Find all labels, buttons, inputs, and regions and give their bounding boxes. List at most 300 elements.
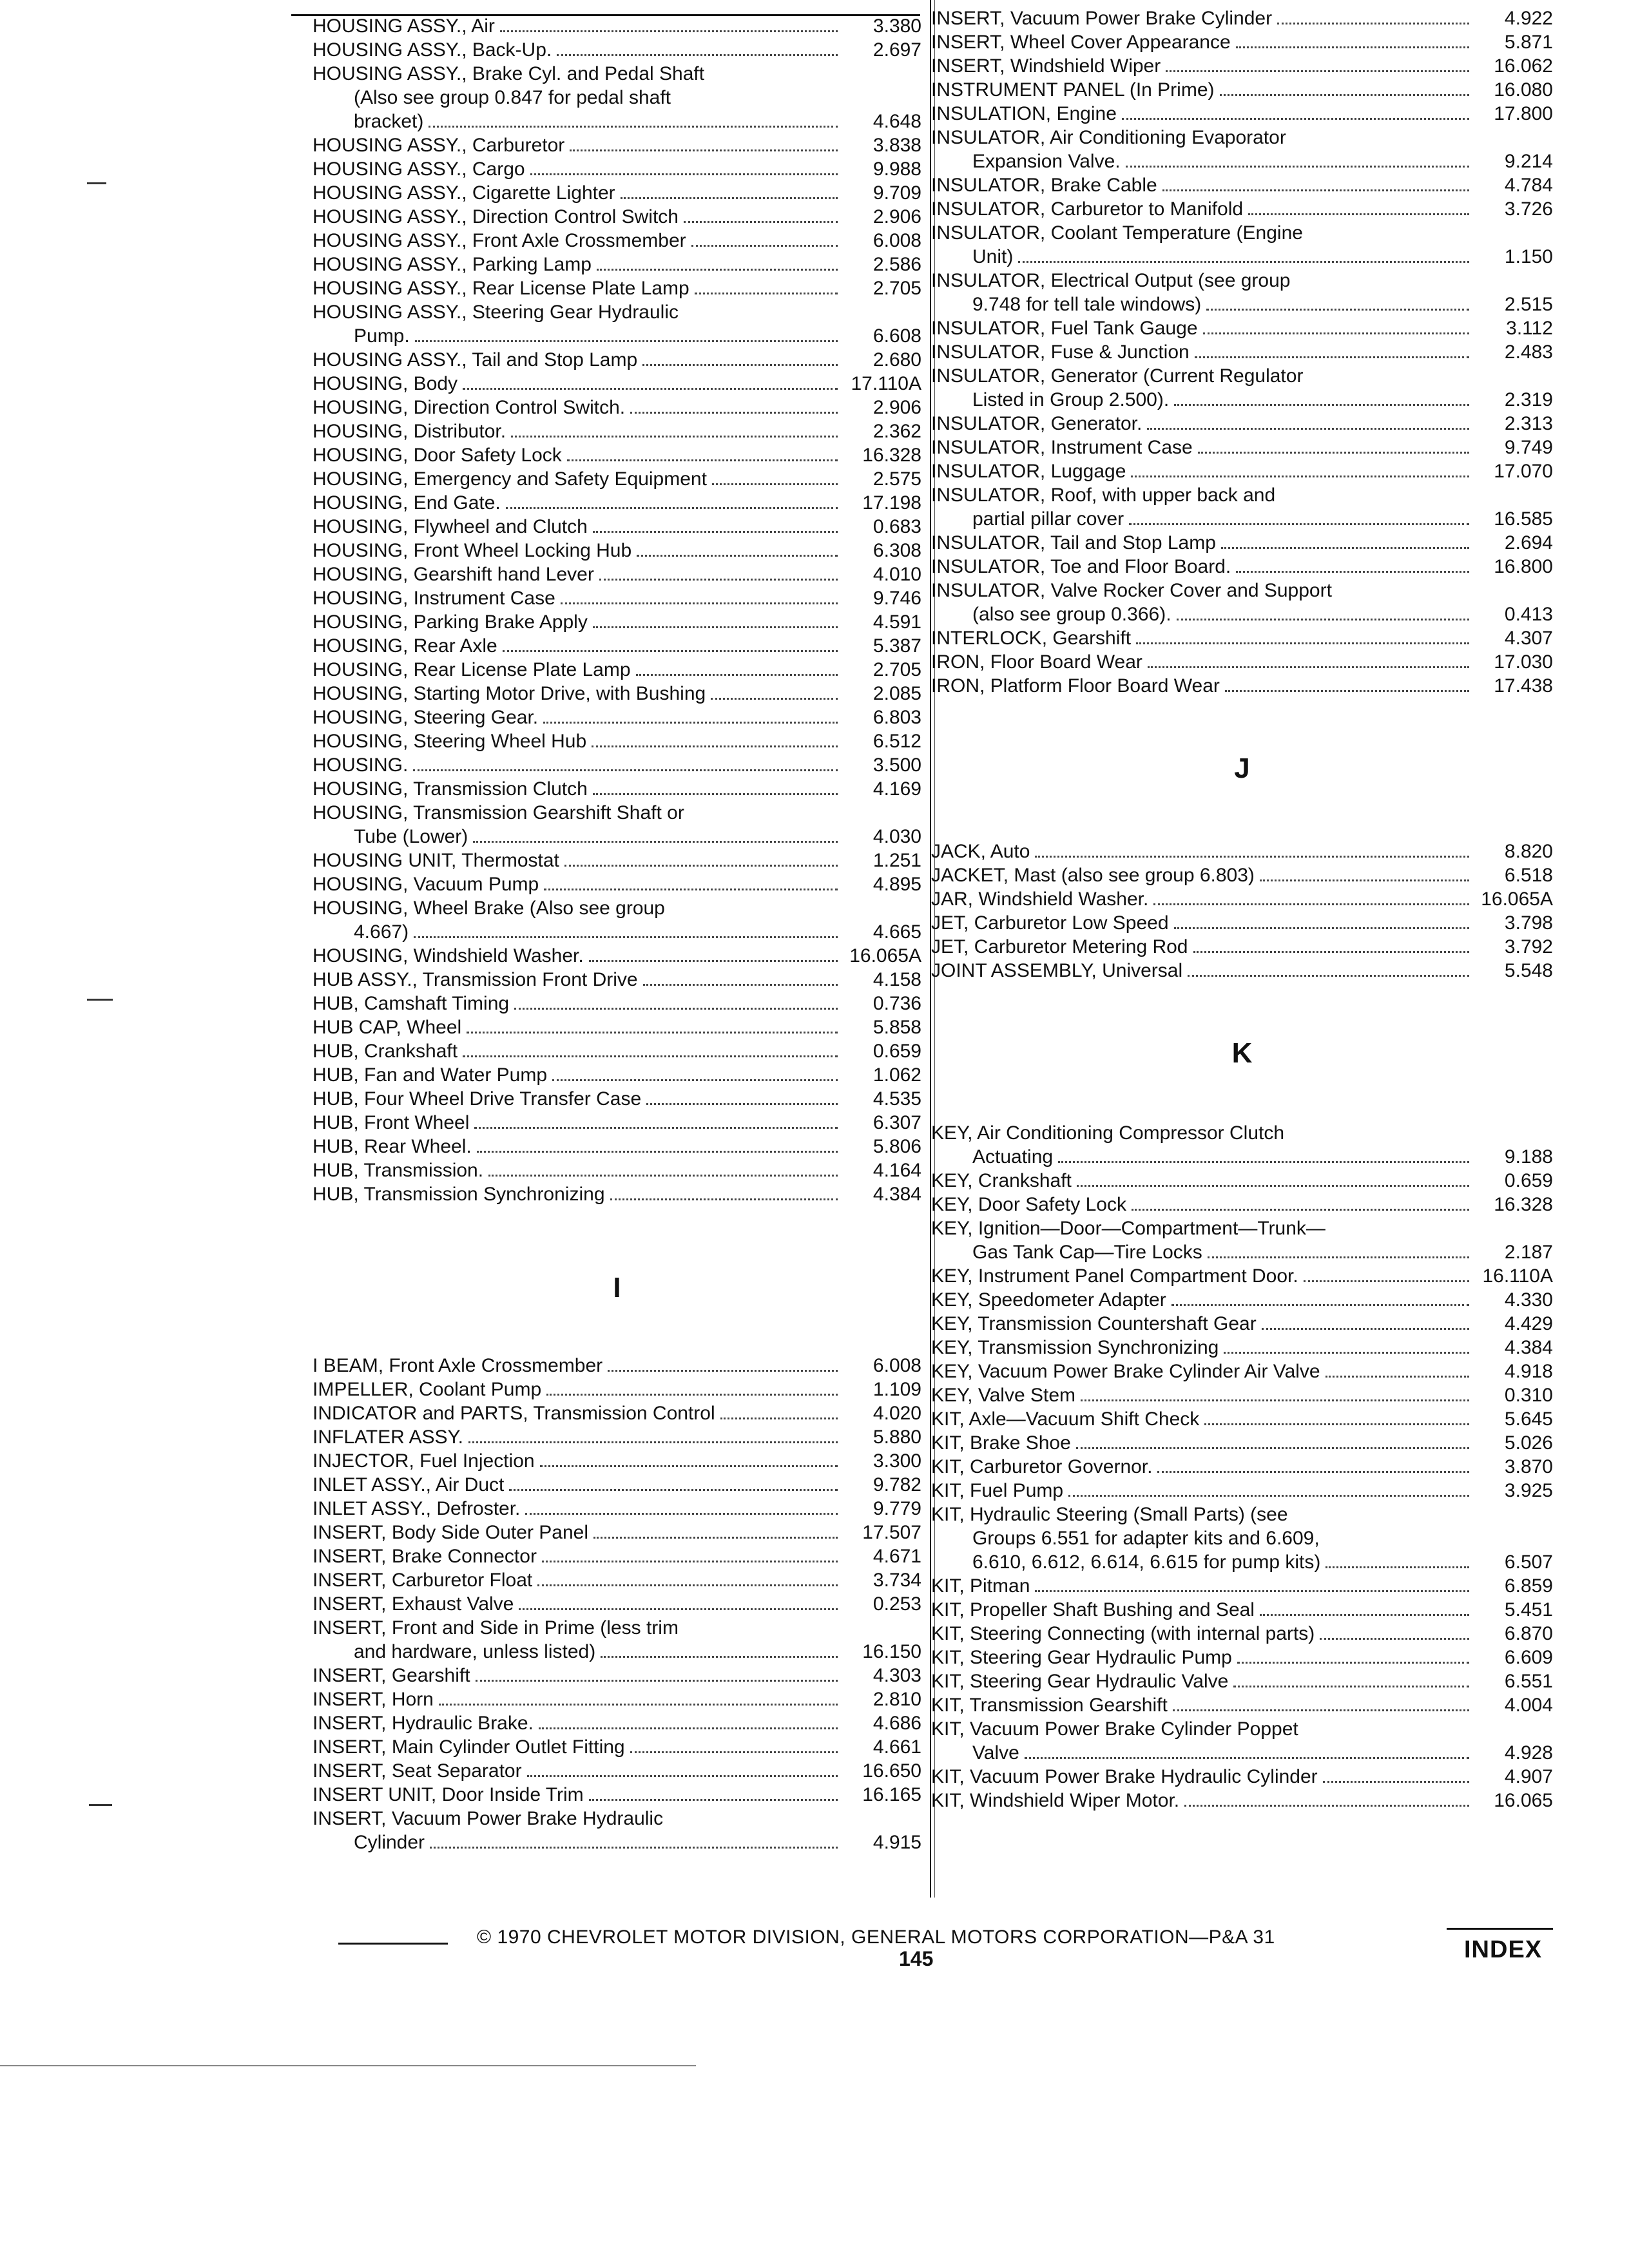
dot-leader — [1325, 1376, 1469, 1378]
group-number: 2.680 — [872, 349, 921, 370]
index-entry — [313, 348, 921, 372]
group-number: 6.859 — [1504, 1575, 1553, 1597]
entry-name: KIT, Transmission Gearshift — [931, 1695, 1168, 1716]
dot-leader — [530, 173, 838, 175]
entry-name: HOUSING ASSY., Front Axle Crossmember — [313, 230, 686, 251]
dot-leader — [1220, 94, 1470, 96]
group-number: 3.112 — [1506, 318, 1553, 339]
entry-name: Listed in Group 2.500). — [972, 389, 1170, 410]
dot-leader — [630, 412, 838, 414]
index-entry — [931, 54, 1553, 78]
index-entry — [313, 1640, 921, 1664]
dot-leader — [527, 1775, 838, 1777]
dot-leader — [540, 1465, 838, 1467]
dot-leader — [1077, 1185, 1469, 1187]
dot-leader — [642, 364, 838, 366]
dot-leader — [1277, 23, 1469, 24]
entry-name: Unit) — [972, 246, 1014, 267]
left-column — [313, 14, 921, 1854]
entry-name: KEY, Transmission Synchronizing — [931, 1337, 1219, 1358]
group-number: 16.800 — [1494, 556, 1553, 577]
index-entry — [931, 388, 1553, 412]
group-number: 9.779 — [872, 1498, 921, 1519]
entry-name: IRON, Platform Floor Board Wear — [931, 675, 1220, 697]
page-number: 145 — [899, 1947, 934, 1970]
index-entry — [931, 911, 1553, 935]
entry-continuation: INSULATOR, Air Conditioning Evaporator — [931, 127, 1286, 148]
index-entry — [313, 133, 921, 157]
dot-leader — [1131, 476, 1469, 477]
dot-leader — [1236, 571, 1469, 573]
index-entry — [931, 863, 1553, 887]
group-number: 16.080 — [1494, 79, 1553, 101]
dot-leader — [1157, 1471, 1469, 1473]
group-number: 2.483 — [1504, 341, 1553, 363]
entry-name: HUB, Rear Wheel. — [313, 1136, 472, 1157]
dot-leader — [593, 793, 838, 795]
index-entry — [931, 1336, 1553, 1360]
group-number: 3.798 — [1504, 912, 1553, 934]
entry-name: HUB, Transmission Synchronizing — [313, 1184, 605, 1205]
group-number: 2.187 — [1504, 1242, 1553, 1263]
entry-name: KIT, Steering Connecting (with internal parts) — [931, 1623, 1315, 1644]
entry-name: INTERLOCK, Gearshift — [931, 628, 1132, 649]
entry-name: INSERT, Exhaust Valve — [313, 1593, 514, 1615]
entry-name: HOUSING, Body — [313, 373, 458, 394]
dot-leader — [1184, 1805, 1469, 1807]
index-entry — [931, 507, 1553, 531]
group-number: 4.915 — [872, 1832, 921, 1853]
group-number: 4.030 — [872, 826, 921, 847]
group-number: 3.500 — [872, 754, 921, 776]
index-entry — [931, 1240, 1553, 1264]
index-entry — [313, 443, 921, 467]
group-number: 0.253 — [872, 1593, 921, 1615]
group-number: 6.008 — [872, 230, 921, 251]
entry-continuation: HOUSING ASSY., Steering Gear Hydraulic — [313, 302, 679, 323]
index-entry — [931, 1622, 1553, 1646]
dot-leader — [1162, 189, 1469, 191]
index-entry — [931, 173, 1553, 197]
index-entry — [313, 1111, 921, 1135]
group-number: 4.303 — [872, 1665, 921, 1686]
group-number: 4.922 — [1504, 8, 1553, 29]
group-number: 9.749 — [1504, 437, 1553, 458]
dot-leader — [695, 293, 838, 294]
group-number: 9.214 — [1504, 151, 1553, 172]
group-number: 4.895 — [872, 874, 921, 895]
entry-name: I BEAM, Front Axle Crossmember — [313, 1355, 603, 1376]
group-number: 9.746 — [872, 588, 921, 609]
dot-leader — [500, 30, 838, 32]
index-entry — [313, 753, 921, 777]
entry-name: HOUSING ASSY., Direction Control Switch — [313, 206, 679, 227]
group-number: 6.307 — [872, 1112, 921, 1133]
index-entry — [931, 1765, 1553, 1789]
entry-continuation: KIT, Hydraulic Steering (Small Parts) (see — [931, 1504, 1288, 1525]
dot-leader — [519, 1608, 838, 1610]
group-number: 9.782 — [872, 1474, 921, 1495]
dot-leader — [488, 1175, 838, 1177]
entry-name: HOUSING, Front Wheel Locking Hub — [313, 540, 632, 561]
entry-name: and hardware, unless listed) — [354, 1641, 596, 1662]
entry-continuation: (Also see group 0.847 for pedal shaft — [354, 87, 671, 108]
index-entry — [313, 372, 921, 396]
index-entry — [313, 1592, 921, 1616]
entry-name: INLET ASSY., Defroster. — [313, 1498, 521, 1519]
group-number: 4.591 — [872, 611, 921, 633]
index-entry — [931, 1669, 1553, 1693]
entry-name: Pump. — [354, 325, 410, 347]
group-number: 2.705 — [872, 659, 921, 680]
dot-leader — [1018, 261, 1469, 263]
entry-name: Expansion Valve. — [972, 151, 1121, 172]
index-entry — [313, 110, 921, 133]
j-group — [931, 840, 1553, 983]
dot-leader — [413, 769, 838, 771]
entry-name: JACK, Auto — [931, 841, 1030, 862]
group-number: 16.165 — [862, 1784, 921, 1805]
dot-leader — [643, 984, 838, 986]
entry-name: HOUSING ASSY., Tail and Stop Lamp — [313, 349, 638, 370]
dot-leader — [1304, 1280, 1469, 1282]
index-entry — [313, 396, 921, 419]
dot-leader — [593, 626, 838, 628]
dot-leader — [1148, 666, 1469, 668]
dot-leader — [1058, 1161, 1469, 1163]
dot-leader — [1225, 690, 1469, 692]
group-number: 4.661 — [872, 1736, 921, 1758]
index-entry — [313, 1568, 921, 1592]
group-number: 16.065A — [849, 945, 921, 966]
dot-leader — [1174, 404, 1469, 406]
index-entry — [931, 149, 1553, 173]
entry-continuation: HOUSING, Transmission Gearshift Shaft or — [313, 802, 684, 823]
dot-leader — [561, 602, 838, 604]
index-entry — [313, 1544, 921, 1568]
index-entry — [313, 229, 921, 253]
group-number: 4.918 — [1504, 1361, 1553, 1382]
group-number: 1.109 — [872, 1379, 921, 1400]
dot-leader — [1188, 975, 1469, 977]
entry-name: INSERT, Body Side Outer Panel — [313, 1522, 588, 1543]
entry-name: KIT, Propeller Shaft Bushing and Seal — [931, 1599, 1255, 1620]
dot-leader — [544, 889, 838, 890]
index-entry — [313, 682, 921, 706]
group-number: 6.608 — [872, 325, 921, 347]
entry-name: INSERT, Carburetor Float — [313, 1570, 533, 1591]
index-entry — [931, 293, 1553, 316]
group-number: 2.906 — [872, 397, 921, 418]
group-number: 2.705 — [872, 278, 921, 299]
dot-leader — [589, 960, 838, 962]
group-number: 4.004 — [1504, 1695, 1553, 1716]
index-entry — [931, 340, 1553, 364]
entry-name: INSTRUMENT PANEL (In Prime) — [931, 79, 1215, 101]
entry-name: INSULATOR, Generator. — [931, 413, 1142, 434]
index-entry — [931, 1693, 1553, 1717]
dot-leader — [1173, 1709, 1469, 1711]
entry-name: JAR, Windshield Washer. — [931, 889, 1149, 910]
group-number: 6.551 — [1504, 1671, 1553, 1692]
dot-leader — [1136, 642, 1469, 644]
group-number: 3.300 — [872, 1450, 921, 1472]
index-entry — [931, 1264, 1553, 1288]
entry-name: HOUSING, Transmission Clutch — [313, 778, 588, 800]
group-number: 0.659 — [1504, 1170, 1553, 1191]
index-entry — [931, 316, 1553, 340]
entry-continuation: INSULATOR, Coolant Temperature (Engine — [931, 222, 1303, 244]
group-number: 16.065 — [1494, 1790, 1553, 1811]
entry-name: HOUSING. — [313, 754, 409, 776]
dot-leader — [1204, 1423, 1469, 1425]
group-number: 6.507 — [1504, 1552, 1553, 1573]
dot-leader — [429, 126, 838, 128]
index-entry — [313, 634, 921, 658]
entry-name: partial pillar cover — [972, 508, 1124, 530]
index-entry — [931, 1550, 1553, 1574]
dot-leader — [1203, 332, 1469, 334]
dot-leader — [1325, 1566, 1469, 1568]
group-number: 2.906 — [872, 206, 921, 227]
index-entry — [313, 1015, 921, 1039]
index-entry — [313, 491, 921, 515]
entry-name: INSERT UNIT, Door Inside Trim — [313, 1784, 584, 1805]
group-number: 5.858 — [872, 1017, 921, 1038]
index-entry — [313, 1735, 921, 1759]
index-entry — [931, 459, 1553, 483]
bottom-scan-rule — [0, 2065, 696, 2066]
index-entry — [313, 610, 921, 634]
group-number: 6.512 — [872, 731, 921, 752]
entry-continuation: HOUSING, Wheel Brake (Also see group — [313, 898, 665, 919]
index-entry — [313, 276, 921, 300]
index-entry — [931, 78, 1553, 102]
dot-leader — [1068, 1495, 1469, 1497]
dot-leader — [514, 1008, 838, 1010]
group-number: 3.925 — [1504, 1480, 1553, 1501]
footer-rule — [338, 1943, 448, 1945]
dot-leader — [599, 579, 838, 581]
group-number: 16.585 — [1494, 508, 1553, 530]
index-entry — [313, 944, 921, 968]
dot-leader — [1122, 118, 1469, 120]
dot-leader — [463, 1055, 838, 1057]
dot-leader — [712, 483, 838, 485]
group-number: 4.784 — [1504, 175, 1553, 196]
index-entry — [313, 968, 921, 992]
entry-name: KEY, Vacuum Power Brake Cylinder Air Valve — [931, 1361, 1320, 1382]
dot-leader — [630, 1751, 838, 1753]
right-column — [931, 6, 1553, 1812]
entry-name: HOUSING, Rear Axle — [313, 635, 497, 657]
entry-name: HOUSING, Instrument Case — [313, 588, 555, 609]
group-number: 17.800 — [1494, 103, 1553, 124]
group-number: 16.062 — [1494, 55, 1553, 77]
dot-leader — [557, 54, 838, 56]
entry-name: INSULATOR, Carburetor to Manifold — [931, 198, 1244, 220]
group-number: 4.384 — [1504, 1337, 1553, 1358]
section-letter-k: K — [1231, 1037, 1253, 1069]
entry-name: KIT, Steering Gear Hydraulic Pump — [931, 1647, 1232, 1668]
k-group — [931, 1121, 1553, 1812]
group-number: 4.384 — [872, 1184, 921, 1205]
index-entry — [931, 412, 1553, 436]
group-number: 5.880 — [872, 1427, 921, 1448]
entry-name: KEY, Door Safety Lock — [931, 1194, 1126, 1215]
group-number: 17.110A — [851, 373, 921, 394]
dot-leader — [414, 936, 838, 938]
index-entry — [931, 1479, 1553, 1503]
index-entry — [931, 935, 1553, 959]
entry-name: HOUSING, Door Safety Lock — [313, 445, 562, 466]
index-entry — [313, 1687, 921, 1711]
group-number: 8.820 — [1504, 841, 1553, 862]
entry-name: KEY, Speedometer Adapter — [931, 1289, 1166, 1311]
entry-continuation: KEY, Air Conditioning Compressor Clutch — [931, 1122, 1285, 1144]
dot-leader — [1208, 1256, 1469, 1258]
index-entry — [313, 1711, 921, 1735]
index-entry — [931, 959, 1553, 983]
index-entry — [313, 1063, 921, 1087]
group-number: 5.548 — [1504, 960, 1553, 981]
dot-leader — [720, 1418, 838, 1419]
index-rule — [1447, 1928, 1553, 1930]
entry-name: (also see group 0.366). — [972, 604, 1171, 625]
index-entry — [313, 1449, 921, 1473]
index-entry — [313, 419, 921, 443]
group-number: 4.907 — [1504, 1766, 1553, 1787]
dot-leader — [476, 1680, 838, 1682]
group-number: 6.803 — [872, 707, 921, 728]
dot-leader — [593, 531, 838, 533]
group-number: 1.251 — [872, 850, 921, 871]
entry-name: INSULATOR, Luggage — [931, 461, 1126, 482]
entry-continuation: INSULATOR, Generator (Current Regulator — [931, 365, 1304, 387]
index-entry — [313, 1087, 921, 1111]
dot-leader — [467, 1032, 838, 1033]
entry-name: HOUSING, Parking Brake Apply — [313, 611, 588, 633]
entry-name: INSULATOR, Toe and Floor Board. — [931, 556, 1231, 577]
entry-name: Tube (Lower) — [354, 826, 468, 847]
dot-leader — [509, 1489, 838, 1491]
index-entry — [931, 674, 1553, 698]
index-entry — [313, 1182, 921, 1206]
group-number: 4.648 — [872, 111, 921, 132]
index-entry — [931, 1741, 1553, 1765]
entry-name: KIT, Windshield Wiper Motor. — [931, 1790, 1180, 1811]
dot-leader — [570, 149, 838, 151]
dot-leader — [552, 1079, 838, 1081]
index-entry — [313, 1135, 921, 1158]
dot-leader — [1177, 619, 1469, 620]
index-entry — [313, 253, 921, 276]
index-entry — [313, 1521, 921, 1544]
group-number: 4.010 — [872, 564, 921, 585]
index-entry — [313, 1473, 921, 1497]
group-number: 4.928 — [1504, 1742, 1553, 1763]
dot-leader — [1025, 1757, 1469, 1759]
entry-name: IMPELLER, Coolant Pump — [313, 1379, 542, 1400]
group-number: 4.307 — [1504, 628, 1553, 649]
group-number: 2.362 — [872, 421, 921, 442]
index-entry — [313, 1158, 921, 1182]
index-entry — [931, 1789, 1553, 1812]
index-entry — [931, 1145, 1553, 1169]
entry-name: JET, Carburetor Low Speed — [931, 912, 1169, 934]
entry-name: KEY, Crankshaft — [931, 1170, 1072, 1191]
index-entry — [313, 1783, 921, 1807]
group-number: 0.659 — [872, 1041, 921, 1062]
group-number: 3.380 — [872, 15, 921, 37]
group-number: 2.810 — [872, 1689, 921, 1710]
group-number: 5.451 — [1504, 1599, 1553, 1620]
entry-name: bracket) — [354, 111, 424, 132]
group-number: 4.020 — [872, 1403, 921, 1424]
entry-name: INSERT, Horn — [313, 1689, 434, 1710]
group-number: 4.158 — [872, 969, 921, 990]
dot-leader — [564, 865, 838, 867]
entry-name: INLET ASSY., Air Duct — [313, 1474, 505, 1495]
dot-leader — [1076, 1447, 1469, 1449]
index-entry — [931, 102, 1553, 126]
entry-name: HUB ASSY., Transmission Front Drive — [313, 969, 638, 990]
entry-name: INSULATION, Engine — [931, 103, 1117, 124]
entry-name: Cylinder — [354, 1832, 425, 1853]
dot-leader — [567, 459, 838, 461]
entry-name: KEY, Transmission Countershaft Gear — [931, 1313, 1257, 1334]
margin-mark — [87, 999, 113, 1001]
index-entry — [313, 1039, 921, 1063]
dot-leader — [1174, 927, 1469, 929]
entry-name: KEY, Valve Stem — [931, 1385, 1076, 1406]
entry-name: HUB, Front Wheel — [313, 1112, 470, 1133]
index-entry — [313, 562, 921, 586]
entry-name: KIT, Carburetor Governor. — [931, 1456, 1153, 1477]
index-entry — [931, 1360, 1553, 1383]
entry-name: HUB, Crankshaft — [313, 1041, 458, 1062]
group-number: 17.070 — [1494, 461, 1553, 482]
dot-leader — [1129, 523, 1469, 525]
section-letter-j: J — [1234, 753, 1250, 784]
entry-name: HOUSING, Emergency and Safety Equipment — [313, 468, 707, 490]
group-number: 2.313 — [1504, 413, 1553, 434]
dot-leader — [1195, 356, 1469, 358]
group-number: 3.792 — [1504, 936, 1553, 957]
group-number: 16.065A — [1481, 889, 1553, 910]
entry-name: HOUSING UNIT, Thermostat — [313, 850, 559, 871]
group-number: 16.650 — [862, 1760, 921, 1782]
index-entry — [313, 849, 921, 872]
dot-leader — [439, 1704, 838, 1706]
entry-name: HOUSING ASSY., Back-Up. — [313, 39, 552, 61]
group-number: 3.838 — [872, 135, 921, 156]
entry-name: KIT, Steering Gear Hydraulic Valve — [931, 1671, 1229, 1692]
group-number: 17.030 — [1494, 651, 1553, 673]
entry-name: KIT, Brake Shoe — [931, 1432, 1071, 1454]
group-number: 17.438 — [1494, 675, 1553, 697]
dot-leader — [1132, 1209, 1469, 1211]
index-entry — [313, 157, 921, 181]
group-number: 1.150 — [1504, 246, 1553, 267]
group-number: 17.507 — [862, 1522, 921, 1543]
dot-leader — [1198, 452, 1469, 454]
entry-name: KIT, Fuel Pump — [931, 1480, 1064, 1501]
entry-name: KIT, Pitman — [931, 1575, 1030, 1597]
entry-name: HUB CAP, Wheel — [313, 1017, 462, 1038]
copyright-line: © 1970 CHEVROLET MOTOR DIVISION, GENERAL MOTORS CORPORATION—P&A 31 — [477, 1927, 1275, 1948]
group-number: 9.988 — [872, 159, 921, 180]
